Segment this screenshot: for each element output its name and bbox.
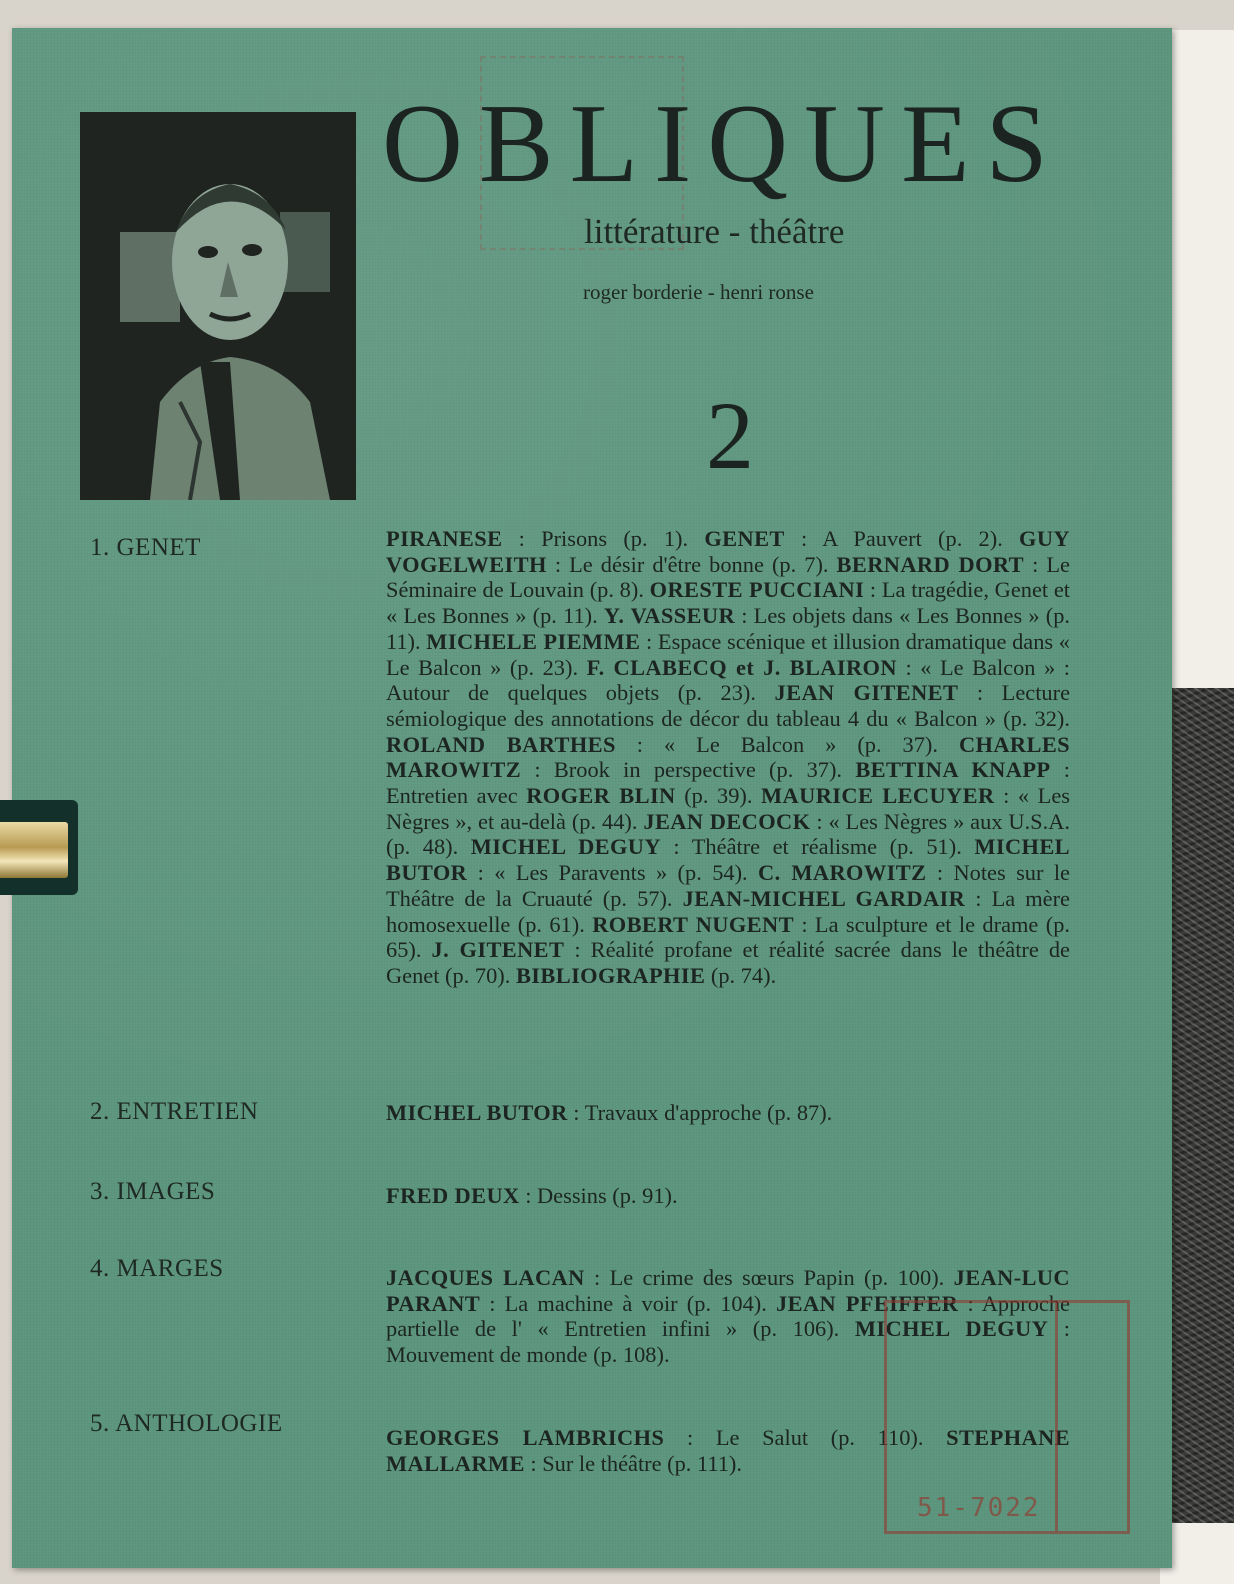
entry-title: : A Pauvert (p. 2). <box>784 526 1020 551</box>
entry-title: : La mère homosexuelle (p. 61). <box>386 885 1070 937</box>
entry-title: : Sur le théâtre (p. 111). <box>524 1450 742 1476</box>
entry-author: MICHEL BUTOR <box>386 1100 568 1125</box>
entry-author: BETTINA KNAPP <box>855 757 1051 783</box>
entry-title: : La sculpture et le drame (p. 65). <box>386 911 1070 963</box>
entry-author: ROBERT NUGENT <box>592 911 794 937</box>
entry-author: J. GITENET <box>431 937 565 963</box>
entry-author: JEAN PFEIFFER <box>776 1290 959 1316</box>
entry-title: : Le désir d'être bonne (p. 7). <box>546 551 837 577</box>
entry-author: JEAN-MICHEL GARDAIR <box>682 885 966 911</box>
entry-title: : Le Séminaire de Louvain (p. 8). <box>386 551 1070 603</box>
entry-author: MICHEL BUTOR <box>386 834 1071 886</box>
entry-author: PIRANESE <box>386 526 503 551</box>
section-label-anthologie: 5. ANTHOLOGIE <box>90 1410 283 1437</box>
stamp-number: 51-7022 <box>917 1493 1041 1523</box>
entry-title: : Prisons (p. 1). <box>502 526 705 551</box>
entry-author: MICHELE PIEMME <box>426 628 641 654</box>
entry-title: : Notes sur le Théâtre de la Cruauté (p. 57). <box>386 860 1070 911</box>
section-entries-genet <box>386 526 1070 989</box>
entry-author: BIBLIOGRAPHIE <box>515 962 706 988</box>
entry-title: : « Les Nègres », et au-delà (p. 44). <box>386 783 1070 834</box>
section-label-genet: 1. GENET <box>90 534 201 561</box>
library-stamp <box>884 1300 1130 1534</box>
entry-author: ORESTE PUCCIANI <box>649 577 865 603</box>
entry-title: (p. 39). <box>675 783 762 809</box>
entry-author: MICHEL DEGUY <box>854 1316 1049 1342</box>
entry-author: Y. VASSEUR <box>603 603 736 629</box>
section-label-images: 3. IMAGES <box>90 1178 216 1205</box>
entry-title: : Les objets dans « Les Bonnes » (p. 11). <box>386 603 1070 654</box>
entry-title: : Le Salut (p. 110). <box>664 1425 947 1450</box>
entry-title: : Le crime des sœurs Papin (p. 100). <box>584 1265 954 1290</box>
entry-author: ROLAND BARTHES <box>386 731 616 757</box>
entry-author: CHARLES MAROWITZ <box>386 731 1070 783</box>
entry-author: GEORGES LAMBRICHS <box>386 1425 665 1450</box>
entry-author: BERNARD DORT <box>836 551 1025 577</box>
magazine-subtitle: littérature - théâtre <box>584 212 845 251</box>
entry-author: MAURICE LECUYER <box>761 783 995 809</box>
entry-author: STEPHANE MALLARME <box>386 1425 1071 1476</box>
section-entries-entretien <box>386 1100 1070 1126</box>
entry-title: : La machine à voir (p. 104). <box>480 1290 777 1316</box>
entry-title: : Dessins (p. 91). <box>519 1183 678 1208</box>
entry-author: JEAN-LUC PARANT <box>386 1265 1070 1316</box>
entry-title: (p. 74). <box>705 962 777 988</box>
entry-author: GUY VOGELWEITH <box>386 526 1071 577</box>
entry-title: : La tragédie, Genet et « Les Bonnes » (p. 11). <box>386 577 1070 629</box>
entry-title: : « Les Nègres » aux U.S.A. (p. 48). <box>386 808 1071 860</box>
entry-author: C. MAROWITZ <box>758 860 927 886</box>
entry-title: : Lecture sémiologique des annotations de décor du tableau 4 du « Balcon » (p. 32). <box>386 680 1071 731</box>
entry-title: : Espace scénique et illusion dramatique dans « Le Balcon » (p. 23). <box>386 628 1070 680</box>
entry-author: F. CLABECQ et J. BLAIRON <box>586 654 897 680</box>
entry-author: FRED DEUX <box>386 1183 520 1208</box>
section-label-entretien: 2. ENTRETIEN <box>90 1098 259 1125</box>
section-entries-images <box>386 1183 1070 1209</box>
issue-number: 2 <box>706 382 754 489</box>
entry-title: : Mouvement de monde (p. 108). <box>386 1316 1070 1368</box>
entry-title: : « Le Balcon » (p. 37). <box>615 731 959 757</box>
entry-author: JACQUES LACAN <box>386 1265 585 1290</box>
entry-title: : Brook in perspective (p. 37). <box>521 757 856 783</box>
section-label-marges: 4. MARGES <box>90 1255 224 1282</box>
entry-author: JEAN DECOCK <box>643 808 811 834</box>
entry-title: : Entretien avec <box>386 757 1070 809</box>
entry-title: : « Les Paravents » (p. 54). <box>467 860 759 886</box>
entry-author: MICHEL DEGUY <box>470 834 661 860</box>
entry-author: GENET <box>704 526 785 551</box>
editors-line: roger borderie - henri ronse <box>583 280 814 304</box>
entry-title: : Approche partielle de l' « Entretien infini » (p. 106). <box>386 1290 1070 1342</box>
entry-author: ROGER BLIN <box>526 783 676 809</box>
entry-author: JEAN GITENET <box>774 680 959 706</box>
magazine-title: OBLIQUES <box>382 82 1064 206</box>
entry-title: : Théâtre et réalisme (p. 51). <box>660 834 975 860</box>
entry-title: : Réalité profane et réalité sacrée dans le théâtre de Genet (p. 70). <box>386 937 1070 988</box>
entry-title: : Travaux d'approche (p. 87). <box>567 1100 833 1125</box>
entry-title: : « Le Balcon » : Autour de quelques objets (p. 23). <box>386 654 1070 706</box>
